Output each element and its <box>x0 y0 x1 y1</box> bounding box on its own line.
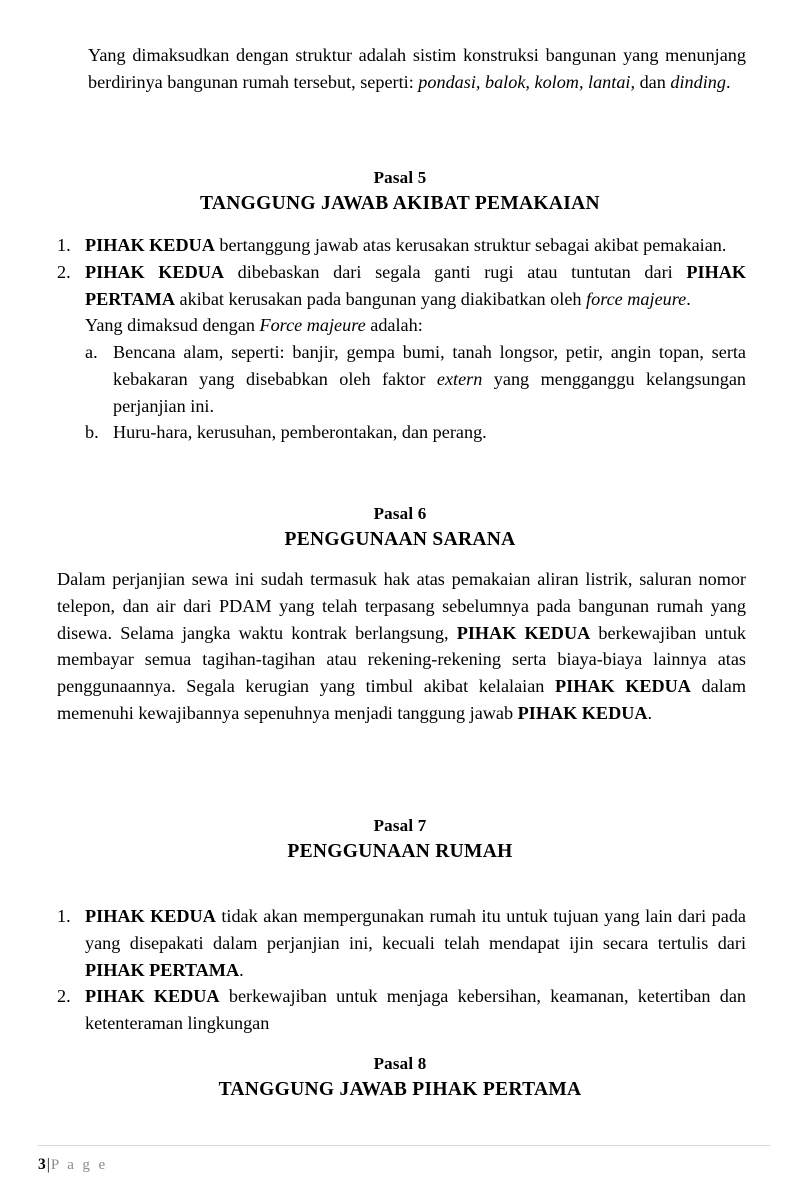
pasal-5-list <box>57 232 746 446</box>
p6-text-4: . <box>647 702 653 723</box>
force-majeure-lead-in <box>85 312 746 339</box>
force-majeure-italic: force majeure <box>586 288 687 309</box>
party-kedua-bold: PIHAK KEDUA <box>85 235 215 255</box>
list-marker-2: 2. <box>57 986 71 1007</box>
heading-pasal-6 <box>0 502 800 554</box>
footer-divider <box>38 1145 770 1146</box>
list-item <box>57 903 746 983</box>
p7-item1-text-2: . <box>239 959 244 980</box>
pasal-8-number: Pasal 8 <box>373 1054 427 1073</box>
pasal-7-list <box>57 903 746 1037</box>
item2-text-3: . <box>686 288 691 309</box>
footer-page-label: P a g e <box>50 1157 108 1173</box>
list-marker-1: 1. <box>57 906 71 926</box>
item2-text-2: akibat kerusakan pada bangunan yang diakibatkan oleh <box>174 288 587 309</box>
extern-italic: extern <box>436 368 483 389</box>
party-kedua-bold: PIHAK KEDUA <box>85 906 216 926</box>
intro-italic-terms-1: pondasi, balok, kolom, lantai, <box>418 71 636 92</box>
heading-pasal-7 <box>0 814 800 866</box>
sublist-marker-a: a. <box>85 342 98 362</box>
sub-a-text-2: yang mengganggu kelangsungan perjanjian ini. <box>113 368 746 416</box>
party-kedua-bold: PIHAK KEDUA <box>85 986 220 1007</box>
party-pertama-bold: PIHAK PERTAMA <box>85 959 240 980</box>
item2-text-1: dibebaskan dari segala ganti rugi atau tuntutan dari <box>223 261 687 282</box>
p6-text-2: berkewajiban untuk membayar semua tagihan-tagihan atau rekening-rekening serta biaya-biaya lainnya atas penggunaannya. Segala kerugian yang timbul akibat kelalaian <box>57 622 747 696</box>
p7-item1-text-1: tidak akan mempergunakan rumah itu untuk tujuan yang lain dari pada yang disepakati dalam perjanjian ini, kecuali telah mendapat ijin secara tertulis dari <box>85 906 747 953</box>
force-majeure-sublist <box>85 339 746 446</box>
sub-a-text-1: Bencana alam, seperti: banjir, gempa bumi, tanah longsor, petir, angin topan, serta kebakaran yang disebabkan oleh faktor <box>113 342 746 389</box>
list-marker-1: 1. <box>57 235 71 255</box>
party-kedua-bold: PIHAK KEDUA <box>517 702 648 723</box>
heading-pasal-8 <box>0 1052 800 1104</box>
pasal-6-paragraph <box>57 566 746 727</box>
sub-b-text-1: Huru-hara, kerusuhan, pemberontakan, dan perang. <box>113 422 487 443</box>
p6-text-1: Dalam perjanjian sewa ini sudah termasuk hak atas pemakaian aliran listrik, saluran nomor telepon, dan air dari PDAM yang telah terpasang sebelumnya pada bangunan rumah yang disewa. Selama jangka waktu kontrak berlangsung, <box>57 569 746 643</box>
list-item <box>57 232 746 259</box>
intro-text-part1: Yang dimaksudkan dengan struktur adalah sistim konstruksi bangunan yang menunjang berdirinya bangunan rumah tersebut, seperti: <box>88 45 746 92</box>
pasal-5-number: Pasal 5 <box>373 168 427 187</box>
pasal-6-title: PENGGUNAAN SARANA <box>284 529 516 551</box>
list-item <box>85 339 746 419</box>
p7-item2-text: berkewajiban untuk menjaga kebersihan, keamanan, ketertiban dan ketenteraman lingkungan <box>85 986 747 1033</box>
intro-paragraph <box>88 42 746 96</box>
intro-text-part3: . <box>725 71 731 92</box>
item1-text: bertanggung jawab atas kerusakan struktur sebagai akibat pemakaian. <box>214 235 727 255</box>
p6-text-3: dalam memenuhi kewajibannya sepenuhnya menjadi tanggung jawab <box>57 676 746 723</box>
lead-text-2: adalah: <box>365 315 423 336</box>
intro-text-part2: dan <box>635 71 671 92</box>
lead-italic: Force majeure <box>259 315 366 336</box>
pasal-6-number: Pasal 6 <box>373 504 427 523</box>
sublist-marker-b: b. <box>85 422 99 443</box>
party-kedua-bold: PIHAK KEDUA <box>555 676 691 696</box>
footer-page-indicator <box>38 1157 770 1173</box>
footer-separator: | <box>46 1156 50 1173</box>
pasal-7-title: PENGGUNAAN RUMAH <box>287 841 513 863</box>
party-kedua-bold: PIHAK KEDUA <box>85 261 224 282</box>
list-item <box>57 983 746 1037</box>
intro-italic-terms-2: dinding <box>670 71 726 92</box>
footer-page-number: 3 <box>38 1156 46 1173</box>
list-item <box>57 259 746 446</box>
pasal-7-number: Pasal 7 <box>373 816 427 835</box>
list-marker-2: 2. <box>57 261 71 282</box>
pasal-5-title: TANGGUNG JAWAB AKIBAT PEMAKAIAN <box>200 193 600 215</box>
lead-text-1: Yang dimaksud dengan <box>85 315 260 336</box>
party-pertama-bold: PIHAK PERTAMA <box>85 261 746 309</box>
pasal-8-title: TANGGUNG JAWAB PIHAK PERTAMA <box>218 1079 582 1101</box>
heading-pasal-5 <box>0 166 800 218</box>
party-kedua-bold: PIHAK KEDUA <box>456 622 591 643</box>
list-item <box>85 419 746 446</box>
page-footer <box>38 1145 770 1173</box>
